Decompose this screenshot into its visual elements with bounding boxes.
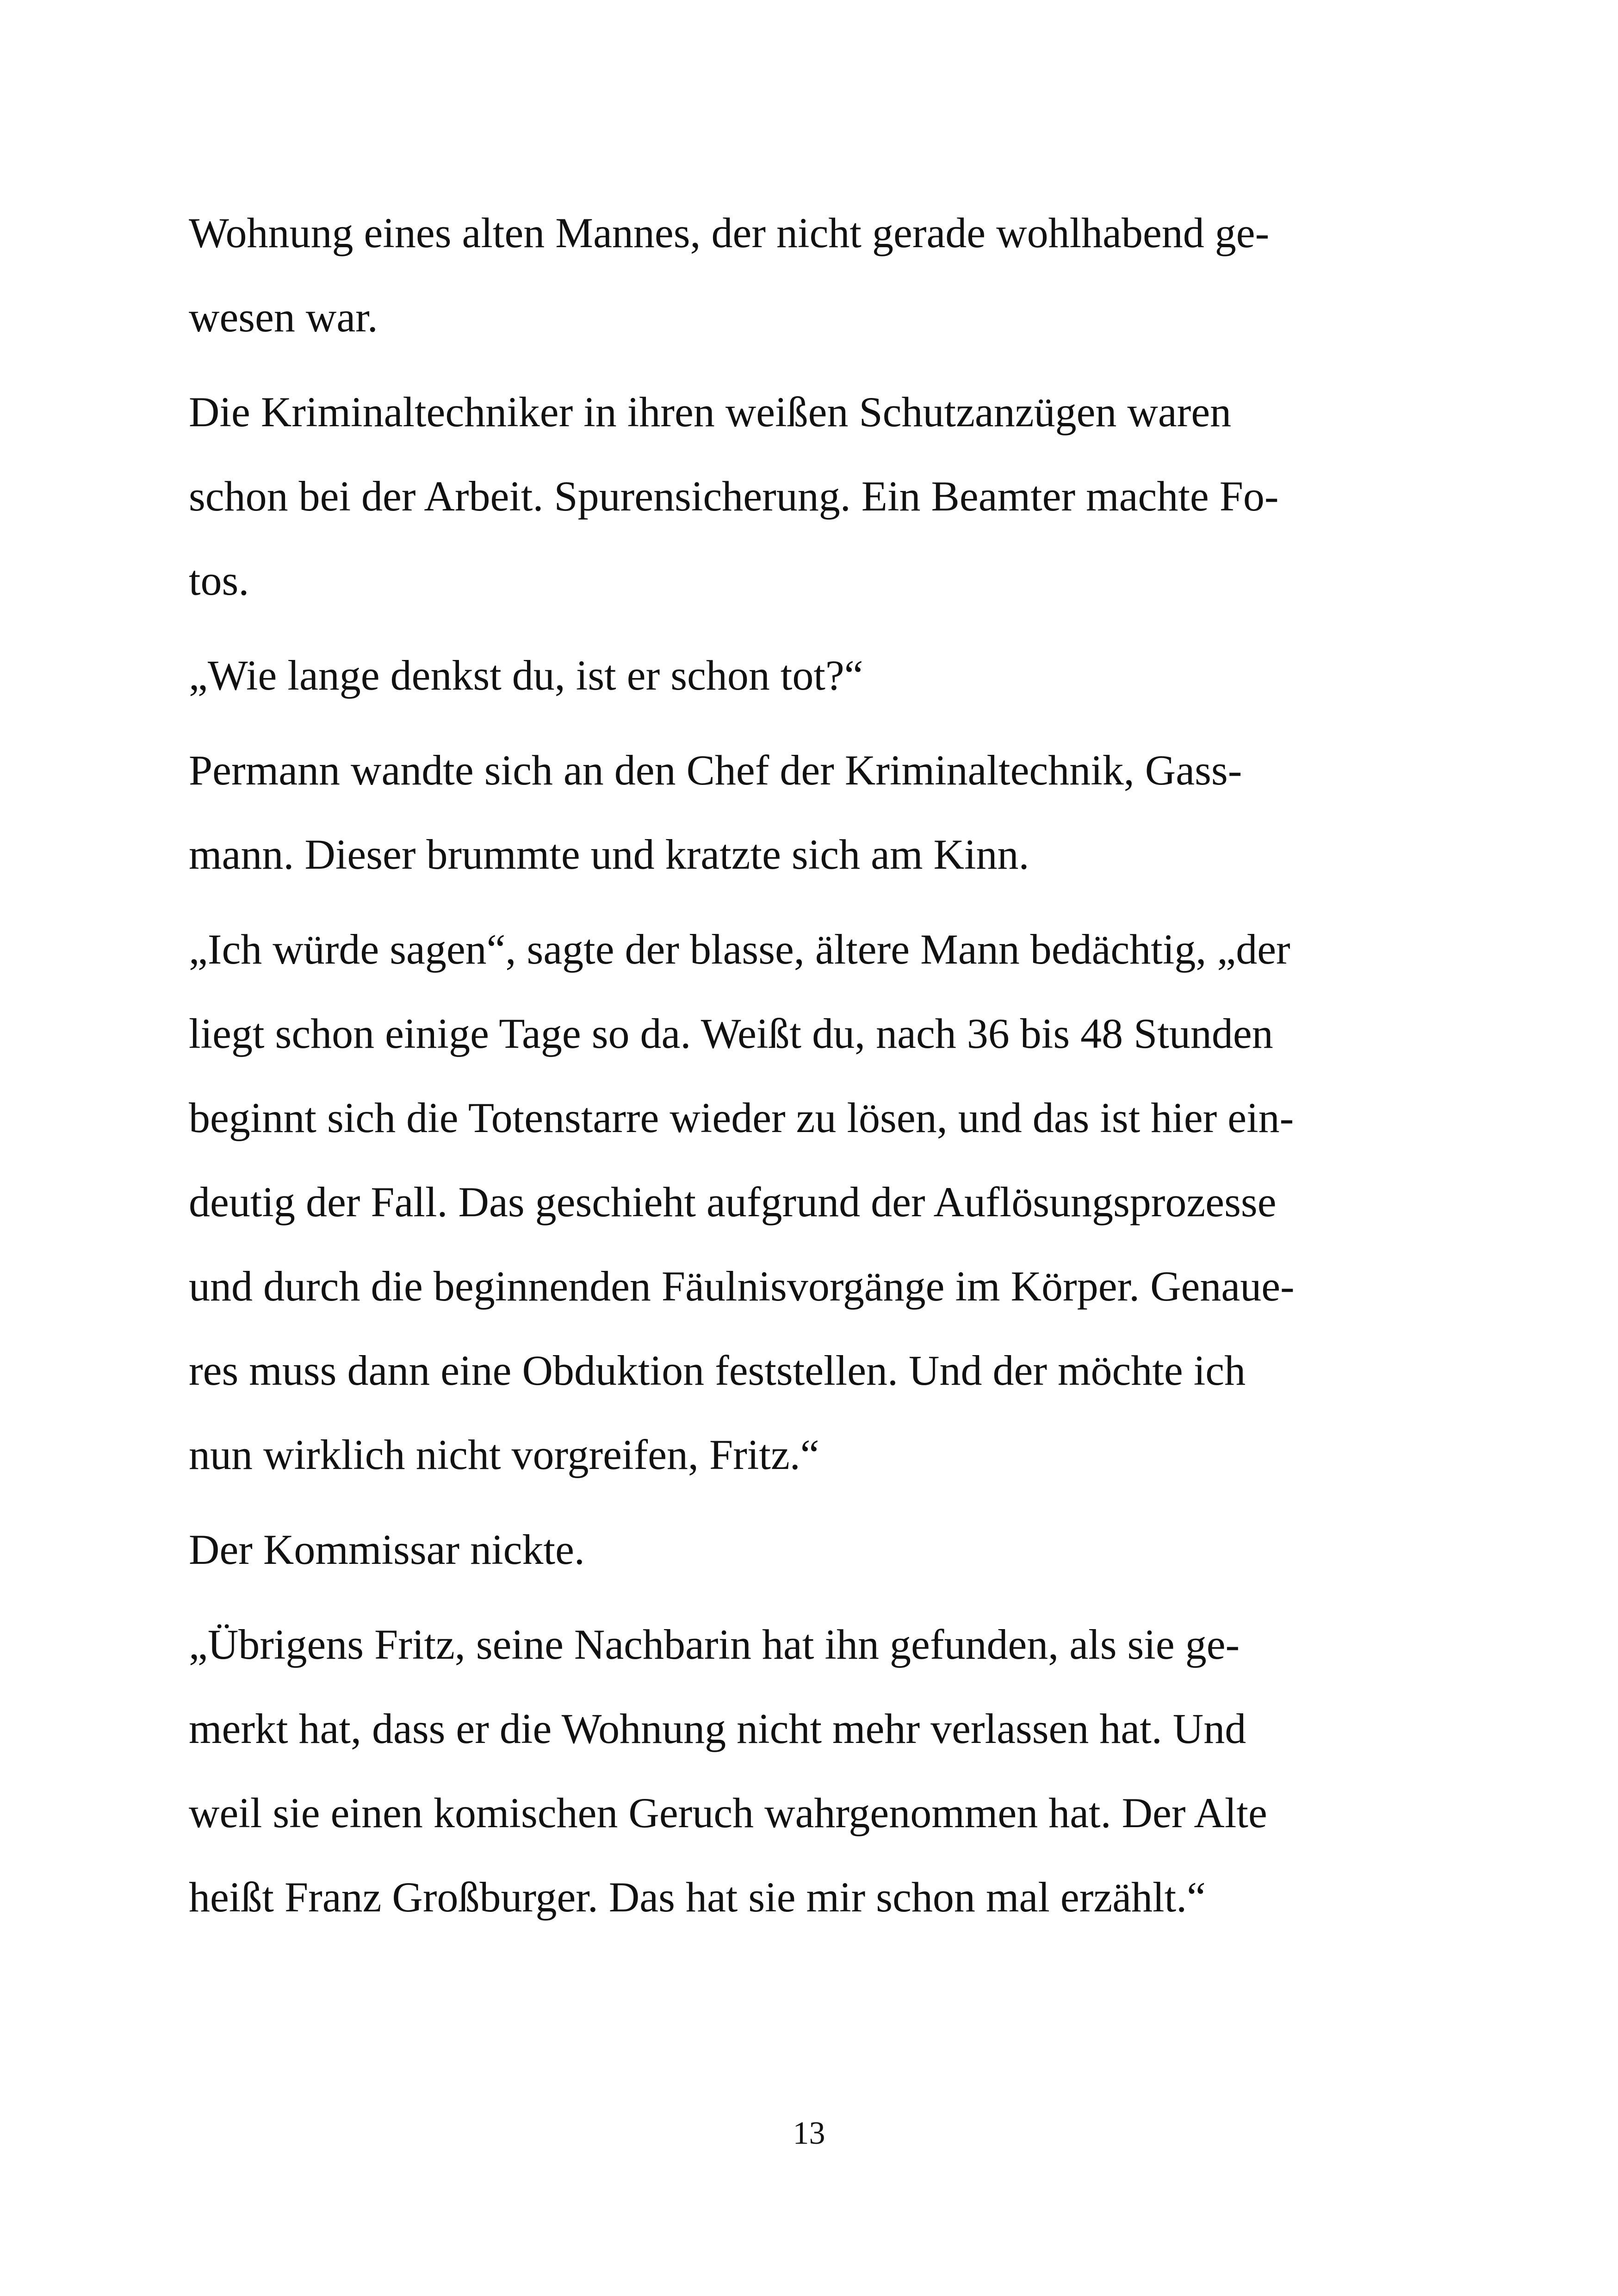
text-line: Die Kriminaltechniker in ihren weißen Schutzanzügen waren (189, 388, 1232, 436)
text-line: res muss dann eine Obduktion feststellen. Und der möchte ich (189, 1347, 1246, 1394)
text-line: wesen war. (189, 293, 378, 341)
text-line: liegt schon einige Tage so da. Weißt du, nach 36 bis 48 Stunden (189, 1010, 1273, 1057)
text-line: heißt Franz Großburger. Das hat sie mir schon mal erzählt.“ (189, 1873, 1206, 1921)
text-line: „Ich würde sagen“, sagte der blasse, ältere Mann bedächtig, „der (189, 926, 1290, 973)
text-line: mann. Dieser brummte und kratzte sich am Kinn. (189, 831, 1029, 878)
text-line: „Übrigens Fritz, seine Nachbarin hat ihn gefunden, als sie ge- (189, 1621, 1240, 1668)
text-line: Permann wandte sich an den Chef der Kriminaltechnik, Gass- (189, 747, 1242, 794)
text-line: schon bei der Arbeit. Spurensicherung. Ein Beamter machte Fo- (189, 473, 1279, 520)
text-line: beginnt sich die Totenstarre wieder zu lösen, und das ist hier ein- (189, 1094, 1294, 1141)
text-line: „Wie lange denkst du, ist er schon tot?“ (189, 652, 863, 699)
text-line: tos. (189, 557, 249, 604)
text-line: weil sie einen komischen Geruch wahrgenommen hat. Der Alte (189, 1789, 1267, 1836)
text-line: Wohnung eines alten Mannes, der nicht gerade wohlhabend ge- (189, 209, 1270, 256)
text-line: und durch die beginnenden Fäulnisvorgänge im Körper. Genaue- (189, 1263, 1295, 1310)
text-line: merkt hat, dass er die Wohnung nicht mehr verlassen hat. Und (189, 1705, 1246, 1752)
page-number: 13 (793, 2116, 825, 2151)
text-line: deutig der Fall. Das geschieht aufgrund der Auflösungsprozesse (189, 1178, 1277, 1226)
text-line: nun wirklich nicht vorgreifen, Fritz.“ (189, 1431, 819, 1478)
text-line: Der Kommissar nickte. (189, 1526, 585, 1573)
